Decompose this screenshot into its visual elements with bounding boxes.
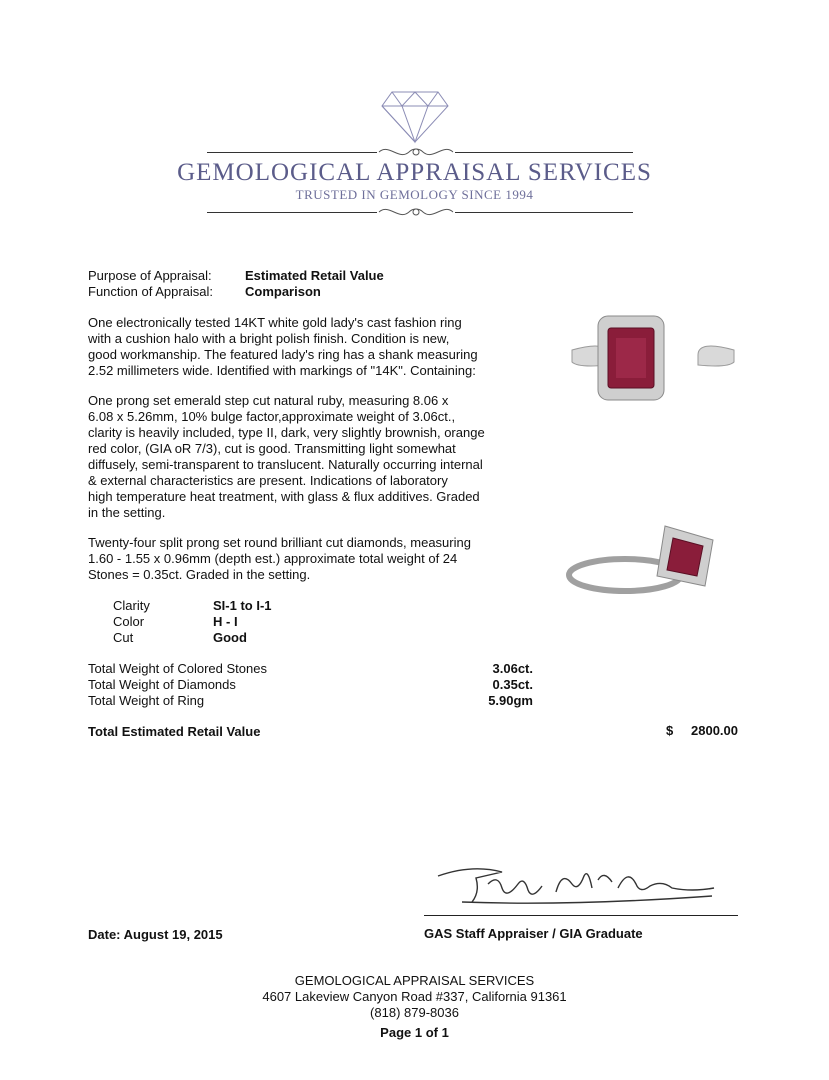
logo-rule-top-left bbox=[207, 152, 377, 153]
diamond-logo-icon bbox=[380, 88, 450, 144]
logo-rule-bottom-right bbox=[455, 212, 633, 213]
grade-value-color: H - I bbox=[213, 614, 238, 629]
total-label-colored: Total Weight of Colored Stones bbox=[88, 661, 267, 676]
grade-label-cut: Cut bbox=[113, 630, 134, 645]
appraisal-date: Date: August 19, 2015 bbox=[88, 927, 223, 942]
function-value: Comparison bbox=[245, 284, 321, 299]
description-paragraph-1: One electronically tested 14KT white gold lady's cast fashion ring with a cushion halo with a bright polish finish. Condition is new, good workmanship. The featured lady's ring has a shank measuring 2.52 millimeters wide. Identified with markings of "14K". Containing: bbox=[88, 315, 478, 378]
retail-amount: 2800.00 bbox=[691, 723, 738, 738]
description-paragraph-3: Twenty-four split prong set round brilliant cut diamonds, measuring 1.60 - 1.55 x 0.96mm (depth est.) approximate total weight of 24 Stones = 0.35ct. Graded in the setting. bbox=[88, 535, 471, 582]
logo-rule-top-right bbox=[455, 152, 633, 153]
grade-value-cut: Good bbox=[213, 630, 247, 645]
grade-label-clarity: Clarity bbox=[113, 598, 150, 613]
total-label-diamonds: Total Weight of Diamonds bbox=[88, 677, 236, 692]
company-tagline: TRUSTED IN GEMOLOGY SINCE 1994 bbox=[295, 187, 534, 202]
purpose-label: Purpose of Appraisal: bbox=[88, 268, 212, 283]
appraiser-title: GAS Staff Appraiser / GIA Graduate bbox=[424, 926, 643, 941]
description-paragraph-2: One prong set emerald step cut natural ruby, measuring 8.06 x 6.08 x 5.26mm, 10% bulge factor,approximate weight of 3.06ct., clarity is heavily included, type II, dark, very slightly brownish, orange red color, (GIA oR 7/3), cut is good. Transmitting light somewhat diffusely, semi-transparent to translucent. Naturally occurring internal & external characteristics are present. Indications of laboratory high temperature heat treatment, with glass & flux additives. Graded in the setting. bbox=[88, 393, 485, 520]
company-title: GEMOLOGICAL APPRAISAL SERVICES bbox=[177, 159, 652, 186]
purpose-value: Estimated Retail Value bbox=[245, 268, 384, 283]
grade-value-clarity: SI-1 to I-1 bbox=[213, 598, 272, 613]
ring-photo-top bbox=[568, 310, 738, 410]
signature-line bbox=[424, 915, 738, 916]
logo-rule-bottom-left bbox=[207, 212, 377, 213]
footer-address: 4607 Lakeview Canyon Road #337, California 91361 bbox=[262, 989, 567, 1004]
footer-phone: (818) 879-8036 bbox=[370, 1005, 459, 1020]
total-value-diamonds: 0.35ct. bbox=[492, 677, 533, 692]
page-number: Page 1 of 1 bbox=[380, 1025, 449, 1040]
total-value-colored: 3.06ct. bbox=[492, 661, 533, 676]
ring-photo-side bbox=[565, 520, 725, 605]
footer-company: GEMOLOGICAL APPRAISAL SERVICES bbox=[294, 973, 535, 988]
grade-label-color: Color bbox=[113, 614, 145, 629]
flourish-bottom-icon bbox=[377, 203, 455, 221]
retail-label: Total Estimated Retail Value bbox=[88, 724, 261, 739]
function-label: Function of Appraisal: bbox=[88, 284, 214, 299]
retail-currency: $ bbox=[666, 723, 674, 738]
signature-image bbox=[432, 862, 722, 914]
total-label-ring: Total Weight of Ring bbox=[88, 693, 205, 708]
total-value-ring: 5.90gm bbox=[488, 693, 533, 708]
